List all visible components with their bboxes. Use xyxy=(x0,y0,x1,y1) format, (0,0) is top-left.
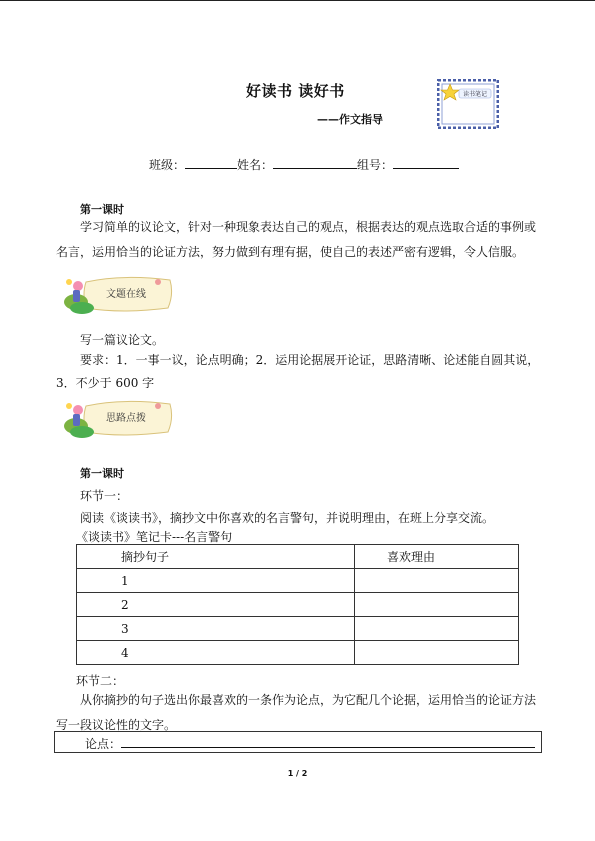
row-number[interactable]: 3 xyxy=(77,617,355,641)
argument-box xyxy=(54,731,542,753)
name-label: 姓名： xyxy=(237,158,274,172)
table-row xyxy=(77,593,519,617)
step1-text: 阅读《谈读书》，摘抄文中你喜欢的名言警句，并说明理由，在班上分享交流。 xyxy=(80,511,495,525)
row-number[interactable]: 2 xyxy=(77,593,355,617)
banner-topic-online xyxy=(62,272,176,316)
reason-cell[interactable] xyxy=(355,641,519,665)
table-row xyxy=(77,617,519,641)
header-reason: 喜欢理由 xyxy=(355,545,519,569)
class-label: 班级： xyxy=(149,158,186,172)
assignment-task: 写一篇议论文。 xyxy=(80,333,165,347)
table-row xyxy=(77,641,519,665)
banner-idea-guide xyxy=(62,396,176,440)
step1-label: 环节一： xyxy=(80,489,129,503)
name-blank[interactable] xyxy=(273,156,357,169)
table-row xyxy=(77,569,519,593)
group-label: 组号： xyxy=(357,158,394,172)
group-blank[interactable] xyxy=(393,156,459,169)
row-number[interactable]: 4 xyxy=(77,641,355,665)
table-header-row xyxy=(77,545,519,569)
lesson2-heading: 第一课时 xyxy=(80,467,124,480)
quote-notes-table xyxy=(76,544,519,665)
student-info-line xyxy=(149,156,459,173)
reason-cell[interactable] xyxy=(355,617,519,641)
page-number: 1 / 2 xyxy=(287,769,308,778)
svg-text:文题在线: 文题在线 xyxy=(106,289,146,300)
step2-text: 从你摘抄的句子选出你最喜欢的一条作为论点，为它配几个论据，运用恰当的论证方法写一段议论性的文字。 xyxy=(56,693,537,732)
page-title: 好读书 读好书 xyxy=(246,82,345,100)
star-badge-icon xyxy=(437,79,499,129)
header-quote: 摘抄句子 xyxy=(77,545,355,569)
argument-label: 论点： xyxy=(85,737,122,751)
page-subtitle: ——作文指导 xyxy=(317,113,383,126)
class-blank[interactable] xyxy=(185,156,237,169)
row-number[interactable]: 1 xyxy=(77,569,355,593)
assignment-requirement-2: 3．不少于 600 字 xyxy=(56,376,155,390)
top-rule xyxy=(0,0,595,1)
svg-text:思路点拨: 思路点拨 xyxy=(106,413,146,424)
argument-input-line[interactable] xyxy=(121,747,535,748)
step2-label: 环节二： xyxy=(76,674,125,688)
lesson1-heading: 第一课时 xyxy=(80,203,124,216)
card-title: 《谈读书》笔记卡---名言警句 xyxy=(76,530,233,544)
reason-cell[interactable] xyxy=(355,569,519,593)
assignment-requirement-1: 要求：1．一事一议，论点明确；2．运用论据展开论证，思路清晰、论述能自圆其说， xyxy=(80,353,540,367)
reason-cell[interactable] xyxy=(355,593,519,617)
lesson1-intro: 学习简单的议论文，针对一种现象表达自己的观点，根据表达的观点选取合适的事例或名言，运用恰当的论证方法，努力做到有理有据，使自己的表述严密有逻辑，令人信服。 xyxy=(56,220,537,259)
svg-text:读书笔记: 读书笔记 xyxy=(462,91,488,98)
